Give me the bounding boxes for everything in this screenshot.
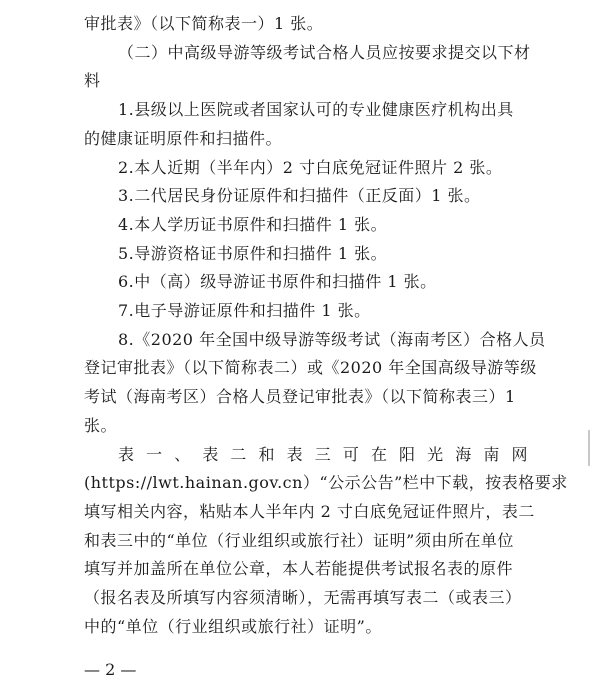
list-item-6: 6.中（高）级导游证书原件和扫描件 1 张。 <box>118 272 437 291</box>
list-item-4: 4.本人学历证书原件和扫描件 1 张。 <box>118 215 388 234</box>
list-item-7: 7.电子导游证原件和扫描件 1 张。 <box>118 301 371 320</box>
list-item-8-continued-2: 考试（海南考区）合格人员登记审批表》（以下简称表三）1 <box>84 387 516 406</box>
text-line-1: 审批表》（以下简称表一）1 张。 <box>84 14 324 33</box>
paragraph-line-4: 和表三中的“单位（行业组织或旅行社）证明”须由所在单位 <box>84 531 514 550</box>
list-item-5: 5.导游资格证书原件和扫描件 1 张。 <box>118 244 388 263</box>
list-item-3: 3.二代居民身份证原件和扫描件（正反面）1 张。 <box>118 186 481 205</box>
page-edge-mark <box>588 430 590 466</box>
section-heading: （二）中高级导游等级考试合格人员应按要求提交以下材 <box>118 43 531 62</box>
paragraph-line-1: 表 一 、 表 二 和 表 三 可 在 阳 光 海 南 网 <box>118 445 528 464</box>
paragraph-line-7: 中的“单位（行业组织或旅行社）证明”。 <box>84 617 382 636</box>
list-item-8-continued-1: 登记审批表》（以下简称表二）或《2020 年全国高级导游等级 <box>84 358 537 377</box>
paragraph-line-6: （报名表及所填写内容须清晰），无需再填写表二（或表三） <box>84 588 522 607</box>
paragraph-line-2: (https://lwt.hainan.gov.cn）“公示公告”栏中下载，按表格要求 <box>84 473 568 492</box>
page-number: — 2 — <box>84 660 137 679</box>
paragraph-line-3: 填写相关内容，粘贴本人半年内 2 寸白底免冠证件照片，表二 <box>84 502 535 521</box>
section-heading-continued: 料 <box>84 71 101 90</box>
list-item-8: 8.《2020 年全国中级导游等级考试（海南考区）合格人员 <box>118 330 546 349</box>
list-item-2: 2.本人近期（半年内）2 寸白底免冠证件照片 2 张。 <box>118 158 503 177</box>
list-item-1-continued: 的健康证明原件和扫描件。 <box>84 129 283 148</box>
list-item-8-continued-3: 张。 <box>84 416 118 435</box>
paragraph-line-5: 填写并加盖所在单位公章，本人若能提供考试报名表的原件 <box>84 559 514 578</box>
list-item-1: 1.县级以上医院或者国家认可的专业健康医疗机构出具 <box>118 100 514 119</box>
